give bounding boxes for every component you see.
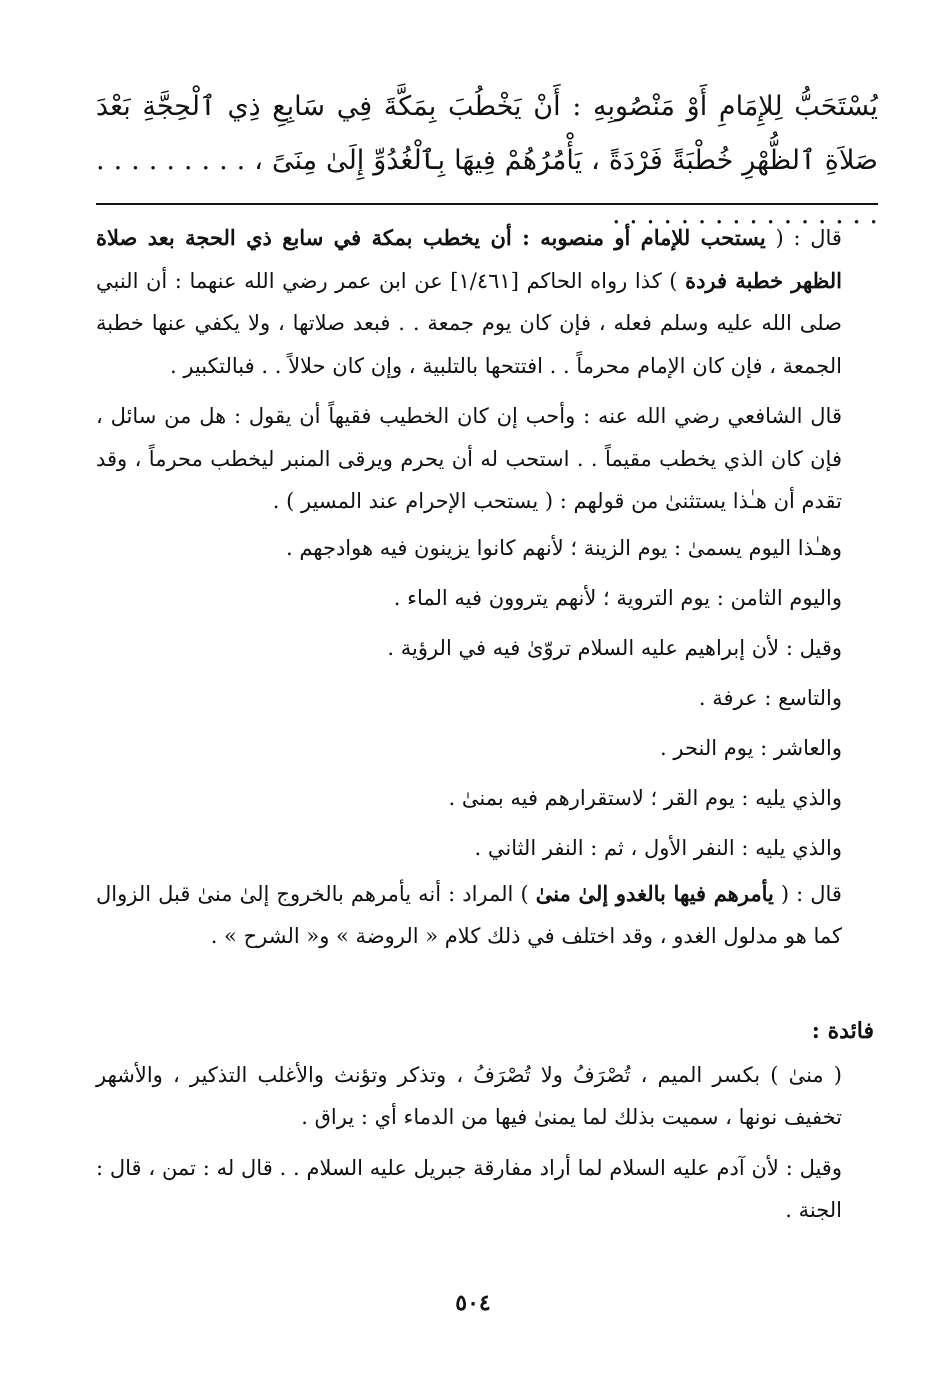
- commentary-paragraph-1: [96, 217, 874, 387]
- commentary: [96, 217, 874, 1232]
- quote-open: قال : (: [780, 881, 842, 906]
- matn-line: يُسْتَحَبُّ لِلإِمَامِ أَوْ مَنْصُوبِهِ : أَنْ يَخْطُبَ بِمَكَّةَ فِي سَابِعِ ذِي ٱلْحِجَّةِ بَعْدَ صَلاَةِ ٱلظُّهْرِ خُطْبَةً فَرْدَةً ، يَأْمُرُهُمْ فِيهَا بِٱلْغُدُوِّ إِلَىٰ مِنَىً ،: [96, 91, 878, 176]
- page-number: ٥٠٤: [455, 1290, 491, 1316]
- commentary-text: ) كذا رواه الحاكم [١/٤٦١] عن ابن عمر رضي الله عنهما : أن النبي صلى الله عليه وسلم فعله ، فإن كان يوم جمعة . . فبعد صلاتها ، ولا يكفي عنها خطبة الجمعة ، فإن كان الإمام محرماً . . افتتحها بالتلبية ، وإن كان حلالاً . . فبالتكبير .: [96, 268, 842, 378]
- commentary-text: ) المراد : أنه يأمرهم بالخروج إلىٰ منىٰ قبل الزوال كما هو مدلول الغدو ، وقد اختلف في ذلك كلام « الروضة » و« الشرح » .: [96, 881, 842, 948]
- list-item: وهـٰذا اليوم يسمىٰ : يوم الزينة ؛ لأنهم كانوا يزينون فيه هوادجهم .: [285, 535, 842, 560]
- commentary-paragraph-3: [96, 873, 874, 958]
- faida-heading: فائدة :: [811, 1017, 874, 1044]
- list-item: واليوم الثامن : يوم التروية ؛ لأنهم يتروون فيه الماء .: [393, 585, 842, 610]
- faida-paragraph-2: وقيل : لأن آدم عليه السلام لما أراد مفارقة جبريل عليه السلام . . قال له : تمن ، قال : الجنة .: [96, 1155, 842, 1222]
- matn-dots: . . . . . . . . . . . . . . . . . . . . . . . . .: [96, 145, 878, 230]
- quoted-matn: يستحب للإمام أو منصوبه : أن يخطب بمكة في سابع ذي الحجة بعد صلاة الظهر خطبة فردة: [96, 225, 842, 293]
- faida-paragraph-1: ( منىٰ ) بكسر الميم ، تُصْرَفُ ولا تُصْرَفُ ، وتذكر وتؤنث والأغلب التذكير ، والأشهر تخفيف نونها ، سميت بذلك لما يمنىٰ فيها من الدماء أي : يراق .: [96, 1062, 842, 1129]
- quote-open: قال : (: [775, 226, 842, 250]
- quoted-matn: يأمرهم فيها بالغدو إلىٰ منىٰ: [535, 880, 774, 906]
- list-item: والتاسع : عرفة .: [698, 685, 842, 710]
- separator-rule: [96, 203, 878, 205]
- list-item: وقيل : لأن إبراهيم عليه السلام تروّىٰ فيه في الرؤية .: [387, 635, 842, 660]
- list-item: والعاشر : يوم النحر .: [660, 735, 842, 760]
- list-item: والذي يليه : يوم القر ؛ لاستقرارهم فيه بمنىٰ .: [448, 785, 842, 810]
- commentary-paragraph-2: قال الشافعي رضي الله عنه : وأحب إن كان الخطيب فقيهاً أن يقول : هل من سائل ، فإن كان الذي يخطب مقيماً . . استحب له أن يحرم ويرقى المنبر ليخطب محرماً ، وقد تقدم أن هـٰذا يستثنىٰ من قولهم : ( يستحب الإحرام عند المسير ) .: [96, 404, 842, 513]
- list-item: والذي يليه : النفر الأول ، ثم : النفر الثاني .: [474, 835, 842, 860]
